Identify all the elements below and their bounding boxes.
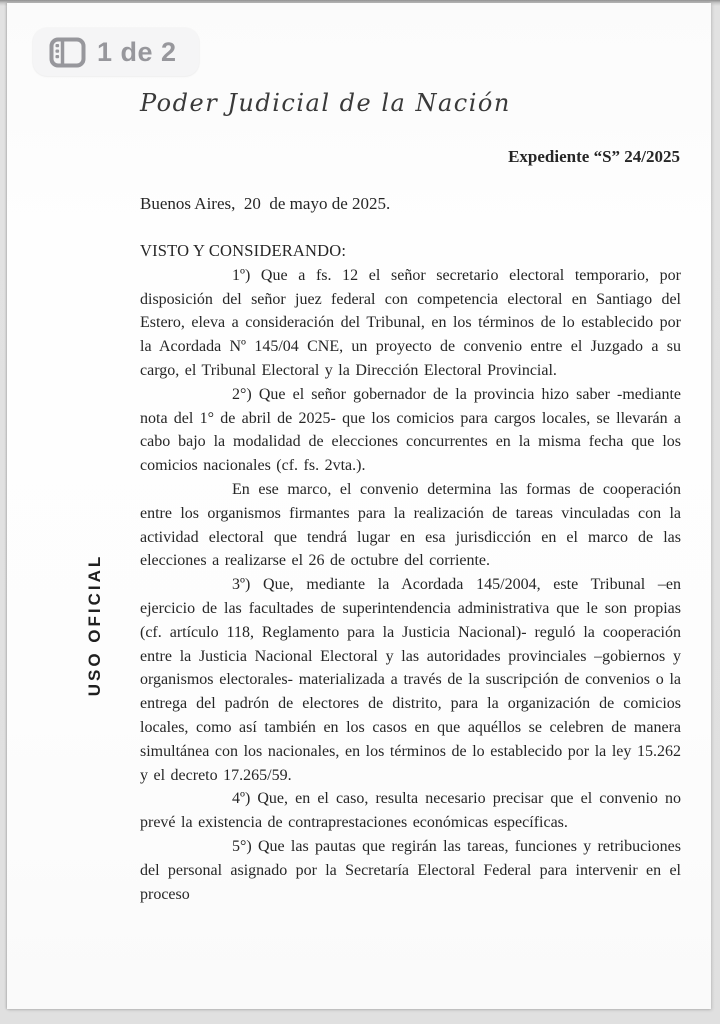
paragraph-3: En ese marco, el convenio determina las formas de cooperación entre los organismos firmantes para la realización de tareas vinculadas con la actividad electoral que tendrá lugar en esa jurisdicción en el marco de las elecciones a realizarse el 26 de octubre del corriente. <box>140 480 681 570</box>
page-count-label: 1 de 2 <box>97 36 177 67</box>
document-body <box>140 239 681 906</box>
visto-heading: VISTO Y CONSIDERANDO: <box>140 241 347 260</box>
letterhead-title: Poder Judicial de la Nación <box>140 89 511 117</box>
uso-oficial-margin-stamp: USO OFICIAL <box>85 553 104 697</box>
city-date-line: Buenos Aires, 20 de mayo de 2025. <box>140 194 391 213</box>
paragraph-6: 5°) Que las pautas que regirán las tareas, funciones y retribuciones del personal asignado por la Secretaría Electoral Federal para intervenir en el proceso <box>140 837 681 903</box>
paragraph-4: 3º) Que, mediante la Acordada 145/2004, este Tribunal –en ejercicio de las facultades de superintendencia administrativa que le son propias (cf. artículo 118, Reglamento para la Justicia Nacional)- reguló la cooperación entre la Justicia Nacional Electoral y las autoridades provinciales –gobiernos y organismos electorales- materializada a través de la suscripción de convenios o la entrega del padrón de electores de distrito, para la organización de comicios locales, como así también en los casos en que aquéllos se celebren de manera simultánea con los nacionales, en los términos de lo establecido por la ley 15.262 y el decreto 17.265/59. <box>140 576 681 784</box>
page-count-badge[interactable] <box>33 28 199 76</box>
sidebar-pages-icon <box>49 37 86 68</box>
paragraph-2: 2°) Que el señor gobernador de la provincia hizo saber -mediante nota del 1° de abril de 2025- que los comicios para cargos locales, se llevarán a cabo bajo la modalidad de elecciones concurrentes en la misma fecha que los comicios nacionales (cf. fs. 2vta.). <box>140 385 681 475</box>
paragraph-1: 1º) Que a fs. 12 el señor secretario electoral temporario, por disposición del señor juez federal con competencia electoral en Santiago del Estero, eleva a consideración del Tribunal, en los términos de lo establecido por la Acordada Nº 145/04 CNE, un proyecto de convenio entre el Juzgado a su cargo, el Tribunal Electoral y la Dirección Electoral Provincial. <box>140 266 681 379</box>
expediente-number: Expediente “S” 24/2025 <box>508 147 680 166</box>
document-page <box>7 3 711 1009</box>
paragraph-5: 4º) Que, en el caso, resulta necesario precisar que el convenio no prevé la existencia de contraprestaciones económicas específicas. <box>140 790 681 832</box>
